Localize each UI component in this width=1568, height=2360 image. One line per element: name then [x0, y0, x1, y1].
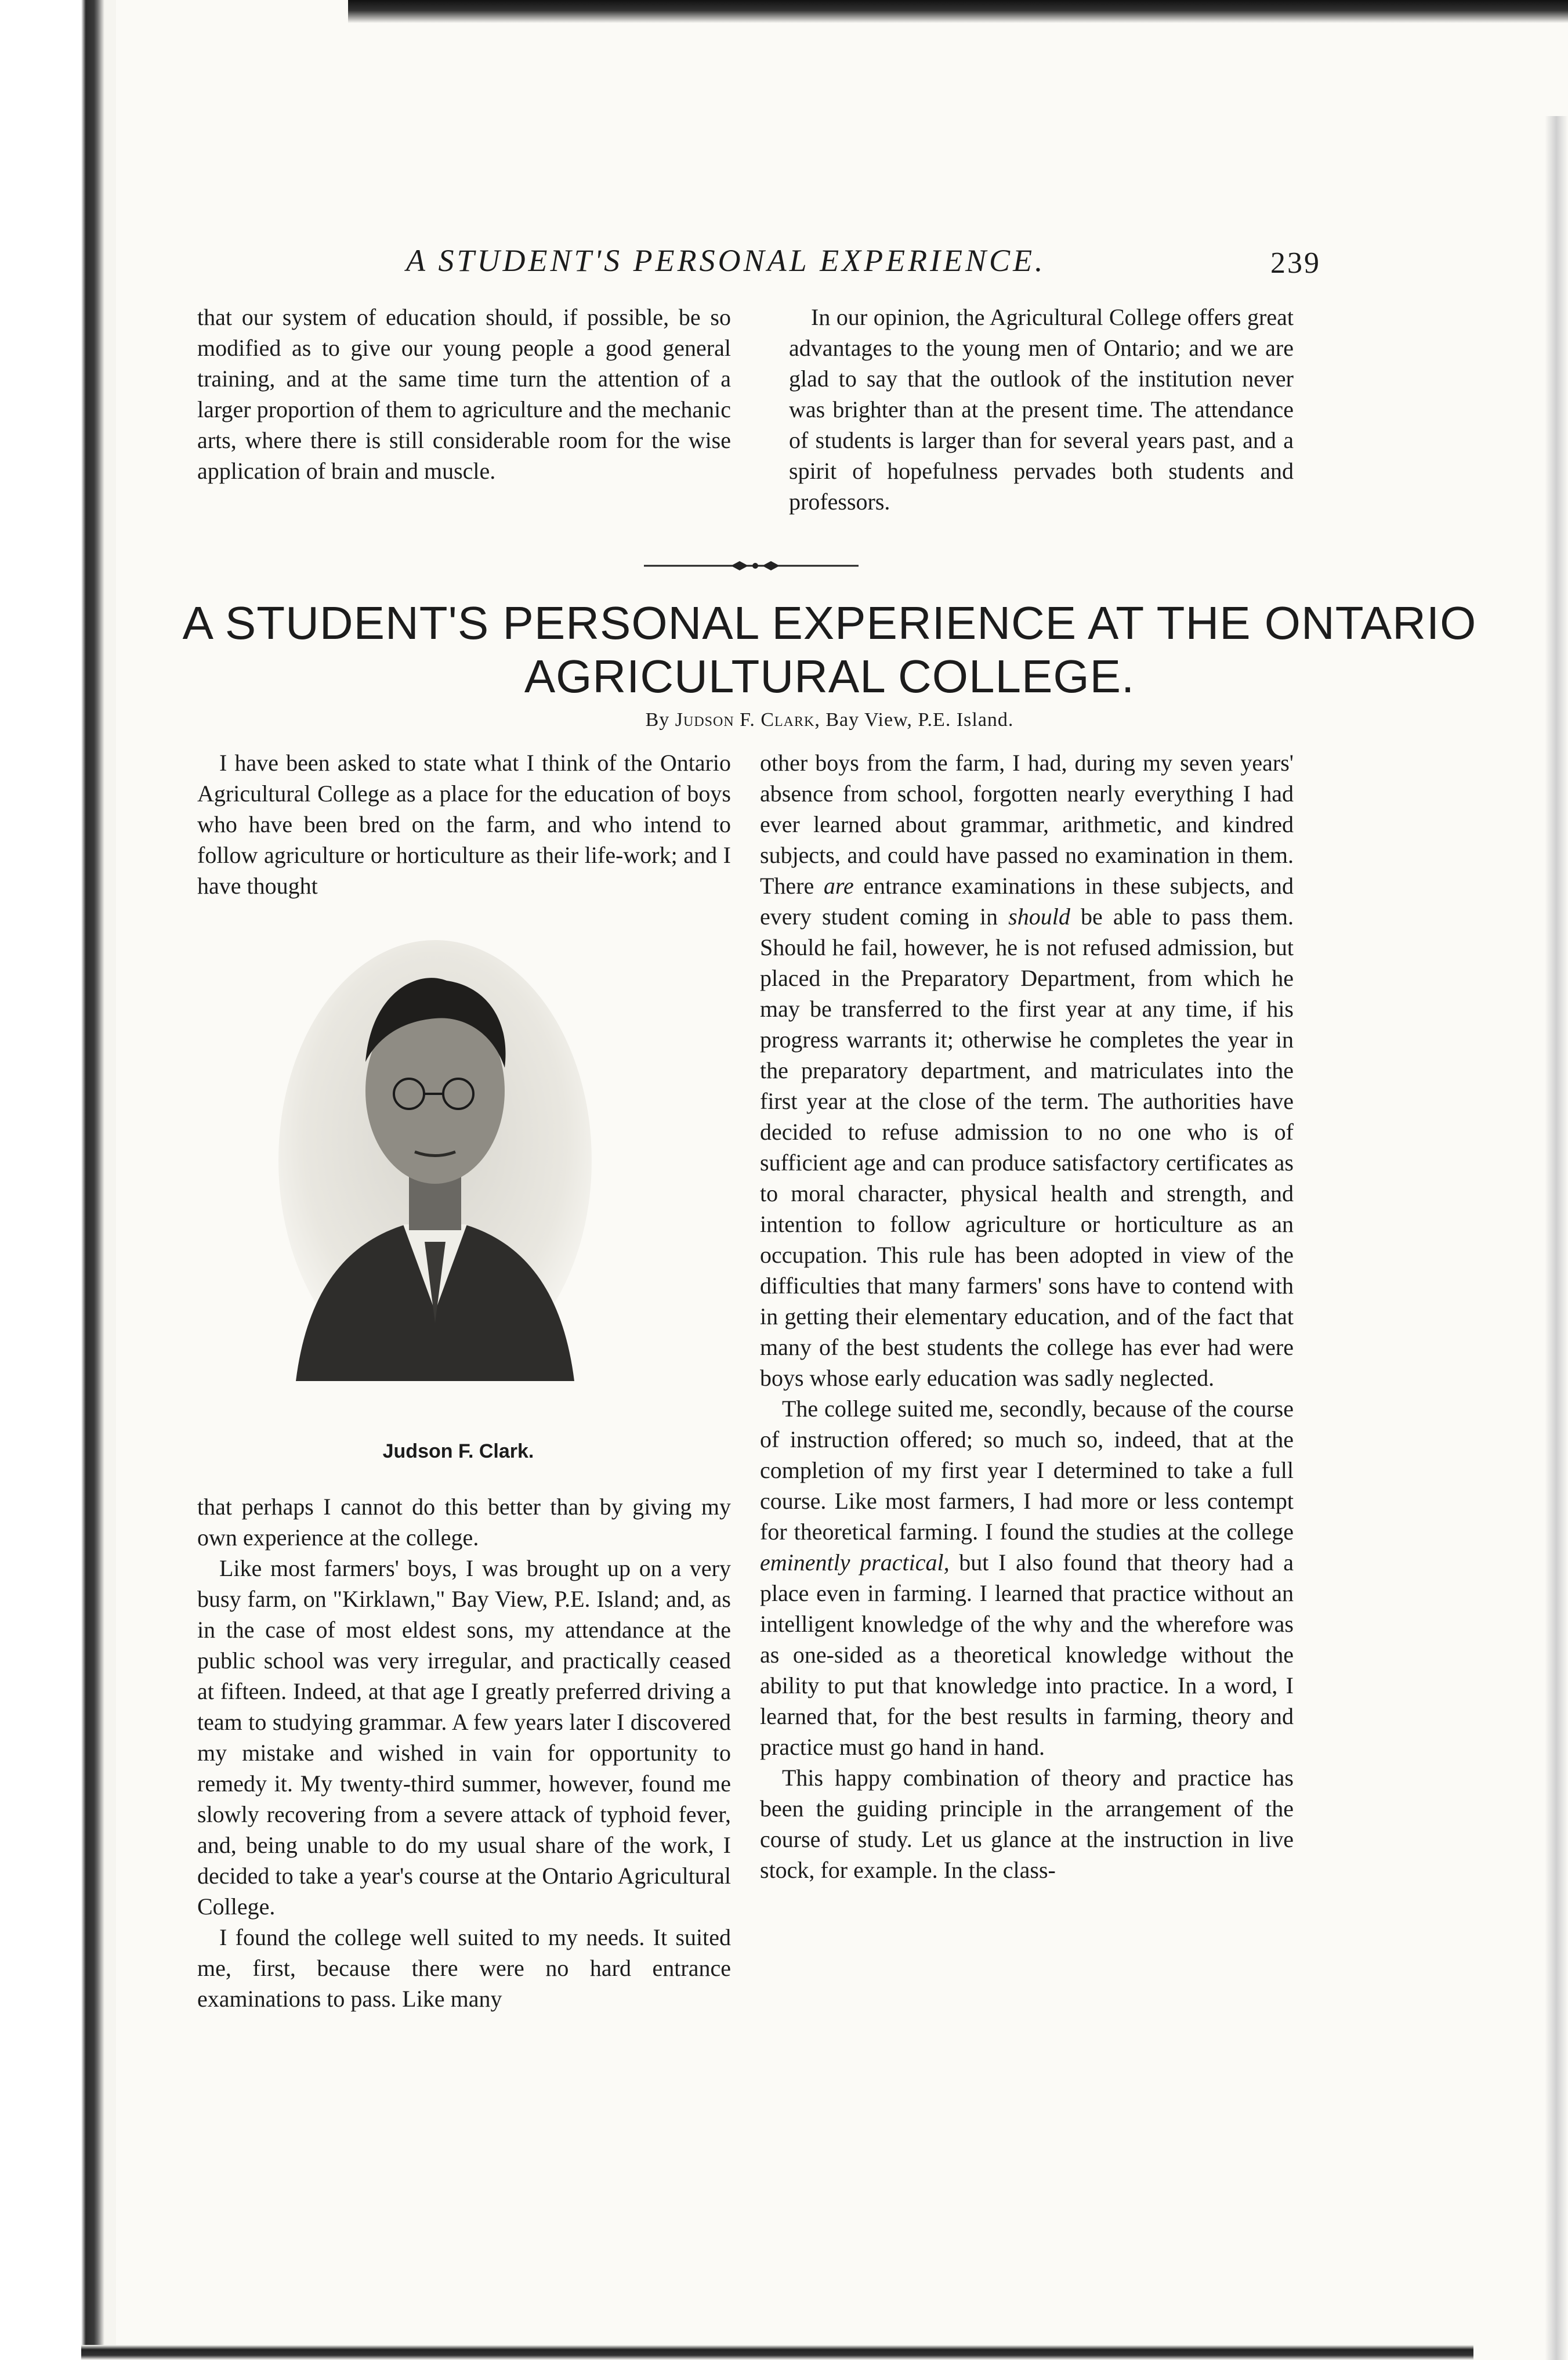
byline-place: Bay View, P.E. Island.: [825, 709, 1014, 731]
headline-line-2: AGRICULTURAL COLLEGE.: [524, 650, 1135, 702]
portrait-caption: Judson F. Clark.: [382, 1440, 534, 1462]
right-p1-emphasis-should: should: [1008, 903, 1070, 930]
article-right-p2: [760, 1393, 1294, 1762]
article-left-p1-cont: that perhaps I cannot do this better than by giving my own experience at the college.: [197, 1494, 731, 1551]
running-title: A STUDENT'S PERSONAL EXPERIENCE.: [406, 243, 1046, 278]
right-p1-a: other boys from the farm, I had, during my seven years' absence from school, forgotten nearly everything I had ever learned about grammar, arithmetic, and kindred subjects, and could have passed no examination in them. There: [760, 750, 1294, 899]
right-p2-b: but I also found that theory had a place even in farming. I learned that practice without an intelligent knowledge of the why and the wherefore was as one-sided as a theoretical knowledge without the ability to put that knowledge into practice. In a word, I learned that, for the best results in farming, theory and practice must go hand in hand.: [760, 1549, 1294, 1760]
ornamental-divider: [644, 557, 859, 574]
article-right-p1: [760, 747, 1294, 1393]
scan-edge-top: [348, 0, 1568, 23]
running-head: [197, 243, 1357, 289]
scan-edge-left: [0, 0, 116, 2360]
byline: [174, 709, 1485, 731]
previous-article-left-text: that our system of education should, if possible, be so modified as to give our young people a good general training, and at the same time turn the attention of a larger proportion of them to agriculture and the mechanic arts, where there is still considerable room for the wise application of brain and muscle.: [197, 304, 731, 484]
article-left-p3: I found the college well suited to my needs. It suited me, first, because there were no hard entrance examinations to pass. Like many: [197, 1924, 731, 2012]
article-right-column: [760, 747, 1294, 1885]
right-p1-emphasis-are: are: [823, 873, 854, 899]
headline-line-1: A STUDENT'S PERSONAL EXPERIENCE AT THE ONTARIO: [182, 597, 1477, 649]
page-number: 239: [1270, 247, 1321, 280]
article-right-p3: This happy combination of theory and practice has been the guiding principle in the arrangement of the course of study. Let us glance at the instruction in live stock, for example. In the class-: [760, 1765, 1294, 1883]
right-p1-b: entrance examinations in these subjects, and every student coming in: [760, 873, 1294, 930]
previous-article-left-column: [197, 302, 731, 486]
article-left-p1: I have been asked to state what I think of the Ontario Agricultural College as a place for the education of boys who have been bred on the farm, and who intend to follow agriculture or horticulture as their life-work; and I have thought: [197, 750, 731, 899]
article-left-column-bottom: [197, 1491, 731, 2014]
previous-article-right-column: [789, 302, 1294, 517]
scan-edge-bottom: [81, 2345, 1473, 2360]
right-p1-c: be able to pass them. Should he fail, however, he is not refused admission, but placed in the Preparatory Department, from which he may be transferred to the first year at any time, if his progress warrants it; otherwise he completes the year in the preparatory department, and matriculates into the first year at the close of the term. The authorities have decided to refuse admission to no one who is of sufficient age and can produce satisfactory certificates as to moral character, physical health and strength, and intention to follow agriculture or horticulture as an occupation. This rule has been adopted in view of the difficulties that many farmers' sons have to contend with in getting their elementary education, and of the fact that many of the best students the college has ever had were boys whose early education was sadly neglected.: [760, 903, 1294, 1391]
byline-prefix: By: [645, 709, 670, 731]
article-left-column-top: [197, 747, 731, 901]
right-p2-a: The college suited me, secondly, because of the course of instruction offered; so much so, indeed, that at the completion of my first year I determined to take a full course. Like most farmers, I had more or less contempt for theoretical farming. I found the studies at the college: [760, 1396, 1294, 1545]
portrait-engraving: [273, 917, 597, 1381]
article-left-p2: Like most farmers' boys, I was brought up on a very busy farm, on "Kirklawn," Bay View, P.E. Island; and, as in the case of most eldest sons, my attendance at the public school was very irregular, and practically ceased at fifteen. Indeed, at that age I greatly preferred driving a team to studying grammar. A few years later I discovered my mistake and wished in vain for opportunity to remedy it. My twenty-third summer, however, found me slowly recovering from a severe attack of typhoid fever, and, being unable to do my usual share of the work, I decided to take a year's course at the Ontario Agricultural College.: [197, 1555, 731, 1920]
byline-author: Judson F. Clark,: [675, 709, 820, 731]
article-headline: [174, 597, 1485, 703]
scan-edge-right: [1545, 116, 1568, 2360]
previous-article-right-text: In our opinion, the Agricultural College offers great advantages to the young men of Ontario; and we are glad to say that the outlook of the institution never was brighter than at the present time. The attendance of students is larger than for several years past, and a spirit of hopefulness pervades both students and professors.: [789, 304, 1294, 515]
right-p2-emphasis: eminently practical,: [760, 1549, 950, 1575]
